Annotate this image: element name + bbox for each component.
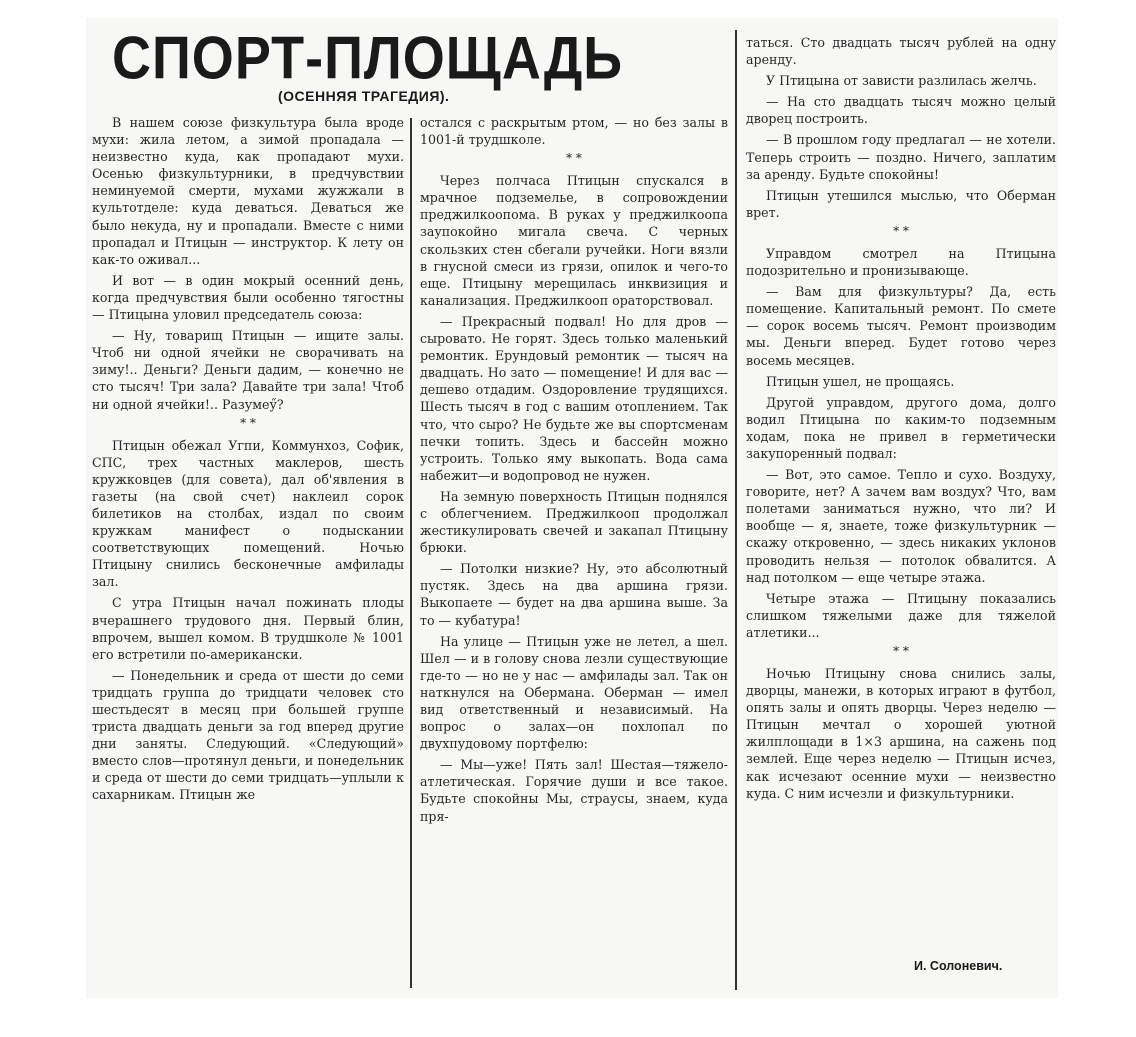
section-separator: * * [893, 223, 909, 238]
paragraph: Птицын ушел, не прощаясь. [766, 373, 955, 389]
paragraph: — Потолки низкие? Ну, это абсолютный пустяк. Здесь на два аршина грязи. Выкопаете — будет на два аршина выше. За то — кубатура! [420, 561, 728, 628]
column-2 [420, 114, 728, 829]
paragraph: С утра Птицын начал пожинать плоды вчерашнего трудового дня. Первый блин, впрочем, вышел комом. В трудшколе № 1001 его встретили по-американски. [92, 595, 404, 662]
paragraph: У Птицына от зависти разлилась желчь. [766, 73, 1037, 89]
paragraph: — Вот, это самое. Тепло и сухо. Воздуху, говорите, нет? А зачем вам воздух? Что, вам полетами заниматься нужно, что ли? И вообще — я, знаете, тоже физкультурник — скажу откровенно, — здесь никаких уклонов проводить нельзя — потолок обвалится. А над потолком — еще четыре этажа. [746, 467, 1056, 585]
paragraph: — На сто двадцать тысяч можно целый дворец построить. [746, 94, 1056, 127]
paragraph: Птицын обежал Угпи, Коммунхоз, Софик, СПС, трех частных маклеров, шесть кружковцев (для совета), дал об'явления в газеты (на свой счет) наклеил сорок билетиков на столбах, издал по своим кружкам манифест о подыскании соответствующих помещений. Ночью Птицыну снились бесконечные амфилады зал. [92, 437, 404, 590]
column-divider [735, 30, 737, 990]
paragraph: И вот — в один мокрый осенний день, когда предчувствия были особенно тягостны — Птицына уловил председатель союза: [92, 272, 404, 323]
column-divider [410, 118, 412, 988]
paragraph: — Понедельник и среда от шести до семи тридцать группа до тридцати человек сто шестьдесят в месяц при большей группе триста двадцать деньги за год вперед другие дни заняты. Следующий. «Следующий» вместо слов—протянул деньги, и понедельник и среда от шести до семи тридцать—уплыли к сахарникам. Птицын же [92, 667, 404, 803]
paragraph: На земную поверхность Птицын поднялся с облегчением. Преджилкооп продолжал жестикулировать свечей и закапал Птицыну брюки. [420, 488, 728, 556]
paragraph: остался с раскрытым ртом, — но без залы в 1001-й трудшколе. [420, 115, 728, 148]
section-separator: * * [893, 644, 909, 658]
paragraph: Управдом смотрел на Птицына подозрительно и пронизывающе. [746, 245, 1056, 279]
section-separator: * * [566, 151, 582, 166]
author-signature: И. Солоневич. [914, 959, 1003, 973]
paragraph: таться. Сто двадцать тысяч рублей на одну аренду. [746, 35, 1056, 68]
paragraph: В нашем союзе физкультура была вроде мухи: жила летом, а зимой пропадала — неизвестно куда, как пропадают мухи. Осенью физкультурники, в предчувствии неминуемой смерти, мухами жужжали в культотделе: куда деваться. Деваться же было некуда, ну и пропадали. Вместе с ними пропадал и Птицын — инструктор. К лету он как-то оживал... [92, 115, 404, 267]
section-separator: * * [240, 415, 256, 430]
paragraph: На улице — Птицын уже не летел, а шел. Шел — и в голову снова лезли существующие где-то — но не у нас — амфилады зал. Так он наткнулся на Обермана. Оберман — имел вид ответственный и независимый. На вопрос о залах—он похлопал по двухпудовому портфелю: [420, 633, 728, 752]
paragraph: — В прошлом году предлагал — не хотели. Теперь строить — поздно. Ничего, заплатим за аренду. Будьте спокойны! [746, 132, 1056, 182]
paragraph: — Прекрасный подвал! Но для дров — сыровато. Не горят. Здесь только маленький ремонтик. Ерундовый ремонтик — тысяч на двадцать. Но зато — помещение! И для вас — дешево отдадим. Оздоровление трудящихся. Шесть тысяч в год с вашим отоплением. Так что, что сыро? Не будьте же вы спортсменам печки топить. Здесь и бассейн можно устроить. Только яму выкопать. Вода сама набежит—и водопровод не нужен. [420, 313, 728, 483]
paragraph: Птицын утешился мыслью, что Оберман врет. [746, 187, 1056, 220]
paragraph: Другой управдом, другого дома, долго водил Птицына по каким-то подземным ходам, пока не привел в герметически закупоренный подвал: [746, 394, 1056, 461]
article-subtitle: (ОСЕННЯЯ ТРАГЕДИЯ). [278, 88, 450, 104]
paragraph: Ночью Птицыну снова снились залы, дворцы, манежи, в которых играют в футбол, опять залы и опять дворцы. Через неделю — Птицын мечтал о хорошей уютной жилплощади в 1×3 аршина, на сажень под землей. Еще через неделю — Птицын исчез, как исчезают осенние мухи — неизвестно куда. С ним исчезли и физкультурники. [746, 666, 1056, 801]
article-title: СПОРТ-ПЛОЩАДЬ [112, 24, 624, 93]
column-3 [746, 34, 1056, 806]
paragraph: Четыре этажа — Птицыну показались слишком тяжелыми даже для тяжелой атлетики... [746, 590, 1056, 640]
paragraph: Через полчаса Птицын спускался в мрачное подземелье, в сопровождении преджилкоопома. В руках у преджилкоопа заупокойно мигала свеча. С черных скользких стен сбегали ручейки. Ноги вязли в гнусной смеси из грязи, опилок и чего-то еще. Птицыну мерещилась инквизиция и канализация. Преджилкооп ораторствовал. [420, 173, 728, 308]
paragraph: — Ну, товарищ Птицын — ищите залы. Чтоб ни одной ячейки не сворачивать на зиму!.. Деньги? Деньги дадим, — конечно не сто тысяч! Три зала? Давайте три зала! Чтоб ни одной ячейки!.. Разумеӳ? [92, 328, 404, 412]
column-1 [92, 114, 404, 808]
paragraph: — Мы—уже! Пять зал! Шестая—тяжело-атлетическая. Горячие души и все такое. Будьте спокойны Мы, страусы, знаем, куда пря- [420, 757, 728, 824]
paragraph: — Вам для физкультуры? Да, есть помещение. Капитальный ремонт. По смете — сорок восемь тысяч. Ремонт производим мы. Деньги вперед. Будет готово через восемь месяцев. [746, 284, 1056, 368]
